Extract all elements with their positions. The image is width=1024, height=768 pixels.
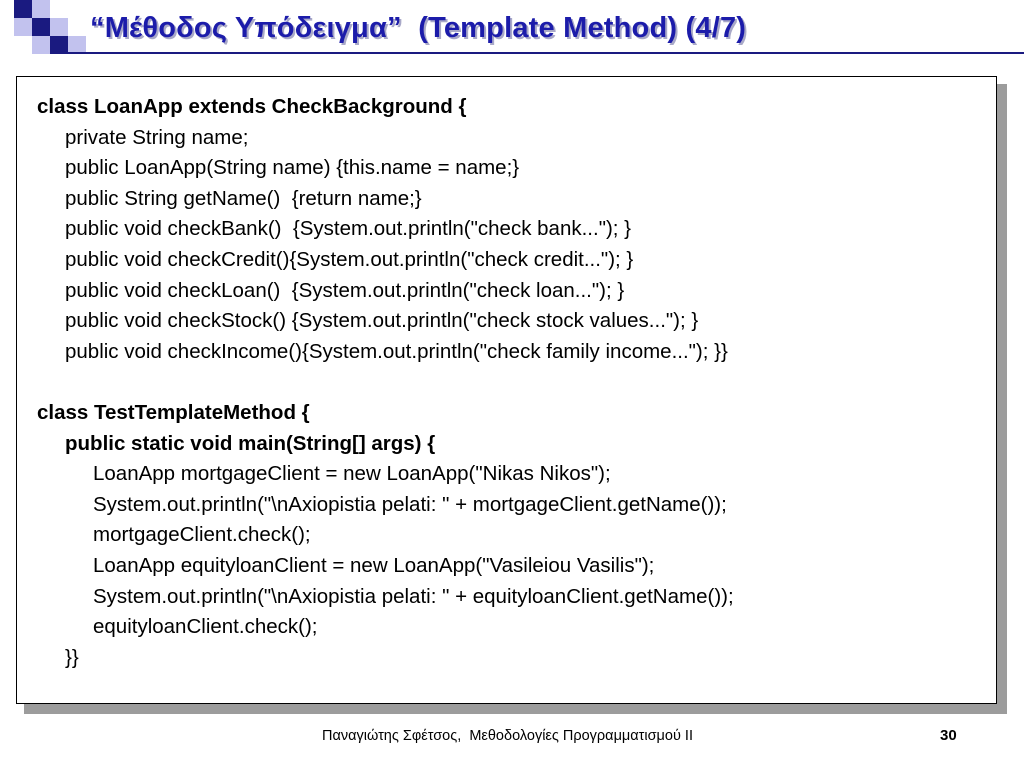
code-line: public void checkIncome(){System.out.println("check family income..."); }}: [65, 339, 728, 363]
code-line: private String name;: [65, 125, 249, 149]
decor-square: [50, 18, 68, 36]
code-line: class TestTemplateMethod {: [37, 400, 310, 424]
page-number: 30: [940, 727, 957, 744]
decor-square: [32, 36, 50, 54]
code-line: public void checkBank() {System.out.println("check bank..."); }: [65, 217, 632, 241]
blank-line: [37, 367, 734, 398]
code-line: LoanApp equityloanClient = new LoanApp("Vasileiou Vasilis");: [93, 553, 655, 577]
code-line: public void checkCredit(){System.out.println("check credit..."); }: [65, 247, 634, 271]
footer-author-course: Παναγιώτης Σφέτσος, Μεθοδολογίες Προγραμματισμού ΙΙ: [322, 728, 693, 744]
code-listing: [37, 92, 734, 673]
decor-square: [14, 18, 32, 36]
decor-square: [32, 18, 50, 36]
decor-square: [14, 0, 32, 18]
code-line: public void checkStock() {System.out.println("check stock values..."); }: [65, 309, 699, 333]
decor-square: [32, 0, 50, 18]
code-line: class LoanApp extends CheckBackground {: [37, 95, 467, 118]
code-line: System.out.println("\nAxiopistia pelati: " + equityloanClient.getName());: [93, 584, 734, 608]
code-line: equityloanClient.check();: [93, 615, 318, 639]
code-line: public void checkLoan() {System.out.println("check loan..."); }: [65, 278, 625, 302]
code-line: mortgageClient.check();: [93, 523, 311, 547]
code-line: public LoanApp(String name) {this.name = name;}: [65, 156, 520, 180]
code-box: [16, 76, 997, 704]
title-underline: [60, 52, 1024, 54]
code-line: public String getName() {return name;}: [65, 186, 422, 210]
code-line: System.out.println("\nAxiopistia pelati: " + mortgageClient.getName());: [93, 492, 727, 516]
slide-title: “Μέθοδος Υπόδειγμα” (Template Method) (4/7): [90, 12, 747, 44]
code-line: public static void main(String[] args) {: [65, 431, 436, 455]
code-line: LoanApp mortgageClient = new LoanApp("Nikas Nikos");: [93, 462, 611, 486]
code-line: }}: [65, 645, 79, 669]
